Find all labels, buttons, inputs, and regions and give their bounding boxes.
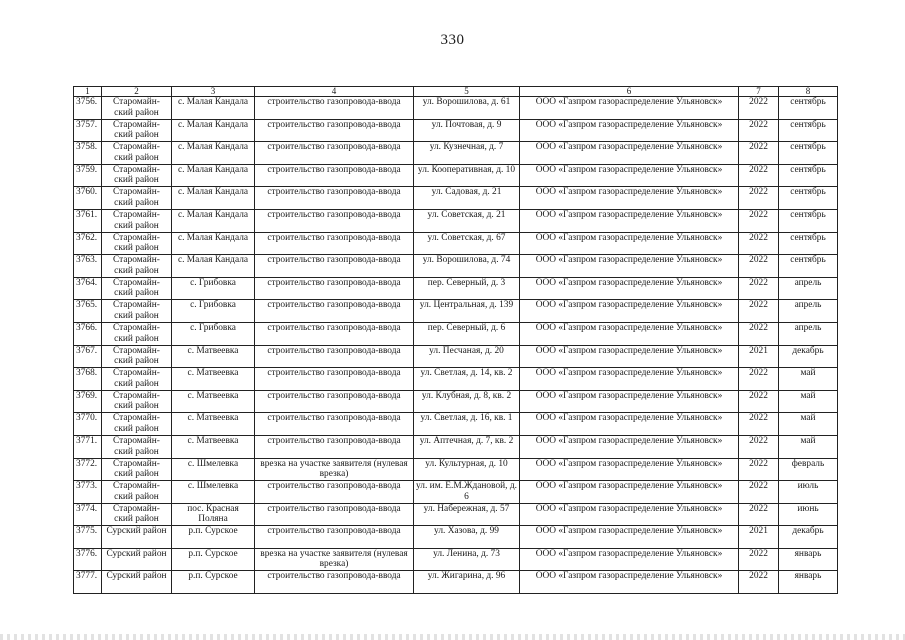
district-cell: Старомайн-ский район: [102, 164, 172, 187]
district-cell: Старомайн-ский район: [102, 119, 172, 142]
row-number: 3756.: [74, 97, 102, 120]
district-cell: Старомайн-ский район: [102, 481, 172, 504]
address-cell: ул. Ворошилова, д. 61: [414, 97, 520, 120]
organization-cell: ООО «Газпром газораспределение Ульяновск»: [520, 300, 739, 323]
table-row: [74, 345, 838, 368]
year-cell: 2022: [739, 232, 779, 255]
address-cell: ул. Центральная, д. 139: [414, 300, 520, 323]
district-cell: Сурский район: [102, 571, 172, 594]
locality-cell: с. Шмелевка: [172, 481, 255, 504]
row-number: 3762.: [74, 232, 102, 255]
table-row: [74, 119, 838, 142]
month-cell: декабрь: [779, 526, 838, 549]
locality-cell: с. Матвеевка: [172, 368, 255, 391]
district-cell: Старомайн-ский район: [102, 300, 172, 323]
table-row: [74, 232, 838, 255]
month-cell: сентябрь: [779, 119, 838, 142]
table-row: [74, 435, 838, 458]
year-cell: 2022: [739, 571, 779, 594]
year-cell: 2022: [739, 187, 779, 210]
district-cell: Старомайн-ский район: [102, 503, 172, 526]
year-cell: 2021: [739, 526, 779, 549]
column-header: 7: [739, 87, 779, 97]
table-row: [74, 142, 838, 165]
organization-cell: ООО «Газпром газораспределение Ульяновск»: [520, 97, 739, 120]
locality-cell: с. Малая Кандала: [172, 209, 255, 232]
work-type-cell: строительство газопровода-ввода: [255, 255, 414, 278]
row-number: 3761.: [74, 209, 102, 232]
table-row: [74, 368, 838, 391]
month-cell: июнь: [779, 503, 838, 526]
district-cell: Старомайн-ский район: [102, 142, 172, 165]
locality-cell: с. Матвеевка: [172, 413, 255, 436]
locality-cell: р.п. Сурское: [172, 571, 255, 594]
year-cell: 2022: [739, 435, 779, 458]
address-cell: ул. Садовая, д. 21: [414, 187, 520, 210]
month-cell: февраль: [779, 458, 838, 481]
address-cell: ул. Жигарина, д. 96: [414, 571, 520, 594]
row-number: 3774.: [74, 503, 102, 526]
locality-cell: с. Матвеевка: [172, 435, 255, 458]
district-cell: Старомайн-ский район: [102, 322, 172, 345]
work-type-cell: строительство газопровода-ввода: [255, 345, 414, 368]
row-number: 3770.: [74, 413, 102, 436]
district-cell: Старомайн-ский район: [102, 187, 172, 210]
locality-cell: с. Грибовка: [172, 300, 255, 323]
organization-cell: ООО «Газпром газораспределение Ульяновск»: [520, 368, 739, 391]
year-cell: 2022: [739, 277, 779, 300]
work-type-cell: врезка на участке заявителя (нулевая врезка): [255, 458, 414, 481]
address-cell: ул. Светлая, д. 14, кв. 2: [414, 368, 520, 391]
district-cell: Старомайн-ский район: [102, 255, 172, 278]
organization-cell: ООО «Газпром газораспределение Ульяновск»: [520, 255, 739, 278]
locality-cell: с. Матвеевка: [172, 345, 255, 368]
organization-cell: ООО «Газпром газораспределение Ульяновск»: [520, 277, 739, 300]
year-cell: 2022: [739, 548, 779, 571]
month-cell: май: [779, 435, 838, 458]
row-number: 3776.: [74, 548, 102, 571]
work-type-cell: строительство газопровода-ввода: [255, 277, 414, 300]
organization-cell: ООО «Газпром газораспределение Ульяновск»: [520, 458, 739, 481]
locality-cell: с. Матвеевка: [172, 390, 255, 413]
table-row: [74, 277, 838, 300]
scan-edge-artifact: [0, 634, 905, 640]
work-type-cell: строительство газопровода-ввода: [255, 187, 414, 210]
row-number: 3768.: [74, 368, 102, 391]
table-row: [74, 526, 838, 549]
address-cell: ул. Советская, д. 21: [414, 209, 520, 232]
district-cell: Старомайн-ский район: [102, 97, 172, 120]
header-row: [74, 87, 838, 97]
address-cell: ул. им. Е.М.Ждановой, д. 6: [414, 481, 520, 504]
address-cell: ул. Ленина, д. 73: [414, 548, 520, 571]
district-cell: Старомайн-ский район: [102, 277, 172, 300]
district-cell: Старомайн-ский район: [102, 458, 172, 481]
row-number: 3775.: [74, 526, 102, 549]
work-type-cell: строительство газопровода-ввода: [255, 232, 414, 255]
work-type-cell: строительство газопровода-ввода: [255, 142, 414, 165]
address-cell: ул. Песчаная, д. 20: [414, 345, 520, 368]
table-row: [74, 209, 838, 232]
row-number: 3763.: [74, 255, 102, 278]
month-cell: май: [779, 413, 838, 436]
district-cell: Сурский район: [102, 526, 172, 549]
month-cell: май: [779, 368, 838, 391]
gas-connection-table: [73, 86, 838, 594]
organization-cell: ООО «Газпром газораспределение Ульяновск»: [520, 435, 739, 458]
locality-cell: р.п. Сурское: [172, 526, 255, 549]
table-row: [74, 390, 838, 413]
year-cell: 2022: [739, 390, 779, 413]
row-number: 3777.: [74, 571, 102, 594]
year-cell: 2022: [739, 209, 779, 232]
locality-cell: с. Шмелевка: [172, 458, 255, 481]
organization-cell: ООО «Газпром газораспределение Ульяновск»: [520, 413, 739, 436]
table-row: [74, 503, 838, 526]
table-row: [74, 322, 838, 345]
year-cell: 2022: [739, 413, 779, 436]
column-header: 1: [74, 87, 102, 97]
district-cell: Старомайн-ский район: [102, 209, 172, 232]
month-cell: сентябрь: [779, 142, 838, 165]
locality-cell: с. Малая Кандала: [172, 119, 255, 142]
address-cell: ул. Советская, д. 67: [414, 232, 520, 255]
table-row: [74, 255, 838, 278]
district-cell: Старомайн-ский район: [102, 232, 172, 255]
table-row: [74, 164, 838, 187]
row-number: 3758.: [74, 142, 102, 165]
table-row: [74, 481, 838, 504]
address-cell: ул. Культурная, д. 10: [414, 458, 520, 481]
row-number: 3759.: [74, 164, 102, 187]
table-row: [74, 548, 838, 571]
locality-cell: с. Малая Кандала: [172, 164, 255, 187]
work-type-cell: строительство газопровода-ввода: [255, 481, 414, 504]
row-number: 3773.: [74, 481, 102, 504]
organization-cell: ООО «Газпром газораспределение Ульяновск»: [520, 164, 739, 187]
address-cell: ул. Хазова, д. 99: [414, 526, 520, 549]
district-cell: Старомайн-ский район: [102, 435, 172, 458]
page-number: 330: [440, 32, 465, 48]
work-type-cell: строительство газопровода-ввода: [255, 209, 414, 232]
locality-cell: с. Малая Кандала: [172, 255, 255, 278]
address-cell: ул. Кузнечная, д. 7: [414, 142, 520, 165]
work-type-cell: строительство газопровода-ввода: [255, 435, 414, 458]
row-number: 3757.: [74, 119, 102, 142]
organization-cell: ООО «Газпром газораспределение Ульяновск»: [520, 390, 739, 413]
row-number: 3772.: [74, 458, 102, 481]
organization-cell: ООО «Газпром газораспределение Ульяновск»: [520, 119, 739, 142]
work-type-cell: строительство газопровода-ввода: [255, 322, 414, 345]
district-cell: Старомайн-ский район: [102, 345, 172, 368]
locality-cell: р.п. Сурское: [172, 548, 255, 571]
locality-cell: с. Малая Кандала: [172, 142, 255, 165]
address-cell: ул. Аптечная, д. 7, кв. 2: [414, 435, 520, 458]
year-cell: 2022: [739, 142, 779, 165]
year-cell: 2022: [739, 119, 779, 142]
address-cell: ул. Почтовая, д. 9: [414, 119, 520, 142]
column-header: 4: [255, 87, 414, 97]
organization-cell: ООО «Газпром газораспределение Ульяновск»: [520, 526, 739, 549]
row-number: 3771.: [74, 435, 102, 458]
district-cell: Старомайн-ский район: [102, 390, 172, 413]
year-cell: 2022: [739, 164, 779, 187]
month-cell: сентябрь: [779, 187, 838, 210]
column-header: 6: [520, 87, 739, 97]
organization-cell: ООО «Газпром газораспределение Ульяновск»: [520, 548, 739, 571]
table-row: [74, 458, 838, 481]
organization-cell: ООО «Газпром газораспределение Ульяновск»: [520, 481, 739, 504]
district-cell: Старомайн-ский район: [102, 413, 172, 436]
address-cell: ул. Клубная, д. 8, кв. 2: [414, 390, 520, 413]
year-cell: 2022: [739, 503, 779, 526]
month-cell: апрель: [779, 277, 838, 300]
address-cell: пер. Северный, д. 6: [414, 322, 520, 345]
column-header: 8: [779, 87, 838, 97]
address-cell: ул. Кооперативная, д. 10: [414, 164, 520, 187]
year-cell: 2022: [739, 97, 779, 120]
work-type-cell: строительство газопровода-ввода: [255, 390, 414, 413]
locality-cell: с. Грибовка: [172, 322, 255, 345]
year-cell: 2022: [739, 481, 779, 504]
locality-cell: с. Грибовка: [172, 277, 255, 300]
year-cell: 2022: [739, 255, 779, 278]
month-cell: май: [779, 390, 838, 413]
year-cell: 2022: [739, 322, 779, 345]
locality-cell: с. Малая Кандала: [172, 97, 255, 120]
month-cell: январь: [779, 571, 838, 594]
year-cell: 2022: [739, 300, 779, 323]
month-cell: декабрь: [779, 345, 838, 368]
year-cell: 2021: [739, 345, 779, 368]
work-type-cell: врезка на участке заявителя (нулевая врезка): [255, 548, 414, 571]
organization-cell: ООО «Газпром газораспределение Ульяновск»: [520, 209, 739, 232]
column-header: 3: [172, 87, 255, 97]
organization-cell: ООО «Газпром газораспределение Ульяновск»: [520, 345, 739, 368]
work-type-cell: строительство газопровода-ввода: [255, 413, 414, 436]
work-type-cell: строительство газопровода-ввода: [255, 97, 414, 120]
month-cell: апрель: [779, 300, 838, 323]
year-cell: 2022: [739, 368, 779, 391]
organization-cell: ООО «Газпром газораспределение Ульяновск»: [520, 187, 739, 210]
locality-cell: с. Малая Кандала: [172, 187, 255, 210]
table-row: [74, 413, 838, 436]
work-type-cell: строительство газопровода-ввода: [255, 526, 414, 549]
month-cell: январь: [779, 548, 838, 571]
address-cell: ул. Набережная, д. 57: [414, 503, 520, 526]
year-cell: 2022: [739, 458, 779, 481]
address-cell: пер. Северный, д. 3: [414, 277, 520, 300]
address-cell: ул. Ворошилова, д. 74: [414, 255, 520, 278]
month-cell: сентябрь: [779, 209, 838, 232]
month-cell: июль: [779, 481, 838, 504]
locality-cell: пос. Красная Поляна: [172, 503, 255, 526]
table-row: [74, 571, 838, 594]
work-type-cell: строительство газопровода-ввода: [255, 368, 414, 391]
row-number: 3769.: [74, 390, 102, 413]
work-type-cell: строительство газопровода-ввода: [255, 300, 414, 323]
organization-cell: ООО «Газпром газораспределение Ульяновск»: [520, 142, 739, 165]
locality-cell: с. Малая Кандала: [172, 232, 255, 255]
organization-cell: ООО «Газпром газораспределение Ульяновск»: [520, 571, 739, 594]
row-number: 3767.: [74, 345, 102, 368]
row-number: 3764.: [74, 277, 102, 300]
row-number: 3765.: [74, 300, 102, 323]
district-cell: Сурский район: [102, 548, 172, 571]
month-cell: сентябрь: [779, 97, 838, 120]
month-cell: сентябрь: [779, 232, 838, 255]
table-row: [74, 300, 838, 323]
work-type-cell: строительство газопровода-ввода: [255, 571, 414, 594]
organization-cell: ООО «Газпром газораспределение Ульяновск»: [520, 322, 739, 345]
month-cell: апрель: [779, 322, 838, 345]
column-header: 2: [102, 87, 172, 97]
organization-cell: ООО «Газпром газораспределение Ульяновск»: [520, 503, 739, 526]
row-number: 3760.: [74, 187, 102, 210]
month-cell: сентябрь: [779, 164, 838, 187]
column-header: 5: [414, 87, 520, 97]
work-type-cell: строительство газопровода-ввода: [255, 164, 414, 187]
month-cell: сентябрь: [779, 255, 838, 278]
district-cell: Старомайн-ский район: [102, 368, 172, 391]
table-row: [74, 187, 838, 210]
address-cell: ул. Светлая, д. 16, кв. 1: [414, 413, 520, 436]
work-type-cell: строительство газопровода-ввода: [255, 503, 414, 526]
table-row: [74, 97, 838, 120]
work-type-cell: строительство газопровода-ввода: [255, 119, 414, 142]
organization-cell: ООО «Газпром газораспределение Ульяновск»: [520, 232, 739, 255]
row-number: 3766.: [74, 322, 102, 345]
